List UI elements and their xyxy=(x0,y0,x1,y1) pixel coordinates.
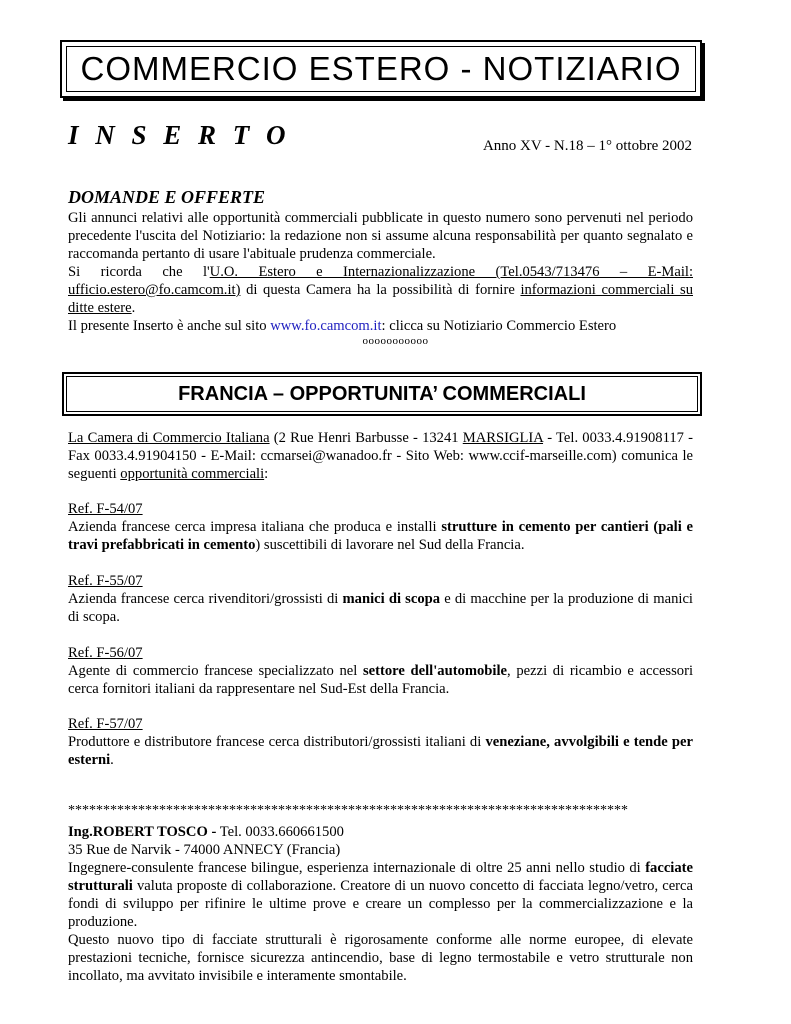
ref-item xyxy=(68,500,693,554)
ref-text-b: . xyxy=(110,752,114,768)
ref-text-a: Produttore e distributore francese cerca distributori/grossisti italiani di xyxy=(68,734,486,750)
tosco-text-b: valuta proposte di collaborazione. Creatore di un nuovo concetto di facciata legno/vetro, cerca fondi di sviluppo per rifinire le ultime prove e creare un complesso per la commercializzazione e la produzione. xyxy=(68,878,693,930)
ref-text-bold: manici di scopa xyxy=(342,591,441,607)
separator-stars: ******************************************************************************** xyxy=(68,803,628,818)
ref-text-b: ) suscettibili di lavorare nel Sud della Francia. xyxy=(255,537,525,553)
ref-description xyxy=(68,662,693,698)
separator-dots: ooooooooooo xyxy=(362,335,429,347)
intro-block xyxy=(68,209,693,335)
page-title: COMMERCIO ESTERO - NOTIZIARIO xyxy=(80,50,682,87)
ref-code: Ref. F-54/07 xyxy=(68,501,143,517)
title-box xyxy=(60,40,702,98)
contact-text-c: . xyxy=(131,300,136,316)
france-heading-box xyxy=(62,372,702,416)
chamber-intro-c: : xyxy=(264,466,269,482)
issue-info: Anno XV - N.18 – 1° ottobre 2002 xyxy=(482,138,692,154)
ref-code: Ref. F-57/07 xyxy=(68,716,143,732)
ref-text-b: , pezzi di ricambio e accessori cerca fornitori italiani da rappresentare nel Sud-Est della Francia. xyxy=(68,663,693,697)
ref-item xyxy=(68,715,693,769)
title-box-inner xyxy=(66,46,696,92)
ref-code: Ref. F-55/07 xyxy=(68,573,143,589)
website-link[interactable]: www.fo.camcom.it xyxy=(270,318,382,334)
ref-text-b: e di macchine per la produzione di manici di scopa. xyxy=(68,591,693,625)
ref-text-a: Azienda francese cerca impresa italiana che produca e installi xyxy=(68,519,442,535)
tosco-paragraph-1 xyxy=(68,859,693,931)
uo-estero-link[interactable]: U.O. Estero e Internazionalizzazione (Tel.0543/713476 – E-Mail: ufficio.estero@fo.camcom.it) xyxy=(68,264,693,298)
tosco-paragraph-2: Questo nuovo tipo di facciate strutturali è rigorosamente conforme alle norme europee, di elevate prestazioni tecniche, fornisce sicurezza antincendio, base di legno termostabile e vetro strutturale non incollato, ma avvitato invisibile e interamente smontabile. xyxy=(68,932,693,984)
contact-text-a: Si ricorda che l' xyxy=(68,264,210,280)
ref-description xyxy=(68,518,693,554)
chamber-city: MARSIGLIA xyxy=(462,430,544,446)
contact-paragraph xyxy=(68,263,693,317)
website-text-a: Il presente Inserto è anche sul sito xyxy=(68,318,271,334)
france-heading: FRANCIA – OPPORTUNITA’ COMMERCIALI xyxy=(178,383,586,405)
opportunities-label: opportunità commerciali xyxy=(120,466,265,482)
tosco-block xyxy=(68,823,693,985)
insert-label: I N S E R T O xyxy=(68,120,291,150)
ref-description xyxy=(68,590,693,626)
website-text-b: : clicca su Notiziario Commercio Estero xyxy=(381,318,617,334)
tosco-address: 35 Rue de Narvik - 74000 ANNECY (Francia) xyxy=(68,842,341,858)
ref-item xyxy=(68,572,693,626)
tosco-contact xyxy=(68,823,693,841)
chamber-name: La Camera di Commercio Italiana xyxy=(68,430,270,446)
tosco-text-a: Ingegnere-consulente francese bilingue, esperienza internazionale di oltre 25 anni nello studio di xyxy=(68,860,646,876)
tosco-phone: Tel. 0033.660661500 xyxy=(216,824,344,840)
ref-item xyxy=(68,644,693,698)
ref-text-bold: settore dell'automobile xyxy=(362,663,508,679)
ref-text-bold: veneziane, avvolgibili e tende per esterni xyxy=(68,734,693,768)
ref-description xyxy=(68,733,693,769)
ref-text-bold: strutture in cemento per cantieri (pali e travi prefabbricati in cemento xyxy=(68,519,693,553)
france-intro xyxy=(68,429,693,483)
tosco-name: Ing.ROBERT TOSCO - xyxy=(68,824,217,840)
contact-text-b: di questa Camera ha la possibilità di fornire xyxy=(240,282,521,298)
chamber-address-a: (2 Rue Henri Barbusse - 13241 xyxy=(269,430,463,446)
ref-text-a: Agente di commercio francese specializzato nel xyxy=(68,663,363,679)
ref-code: Ref. F-56/07 xyxy=(68,645,143,661)
section-heading-domande: DOMANDE E OFFERTE xyxy=(68,187,266,207)
tosco-text-bold: facciate strutturali xyxy=(68,860,693,894)
france-heading-inner xyxy=(66,376,698,412)
disclaimer-paragraph: Gli annunci relativi alle opportunità commerciali pubblicate in questo numero sono pervenuti nel periodo precedente l'uscita del Notiziario: la redazione non si assume alcuna responsabilità per quanto segnalato e raccomanda pertanto di usare l'abituale prudenza commerciale. xyxy=(68,210,693,262)
chamber-address-b: - Tel. 0033.4.91908117 - Fax 0033.4.91904150 - E-Mail: ccmarsei@wanadoo.fr - Sito Web: www.ccif-marseille.com) comunica le seguenti xyxy=(68,430,693,482)
ref-text-a: Azienda francese cerca rivenditori/grossisti di xyxy=(68,591,343,607)
commercial-info-link[interactable]: informazioni commerciali su ditte estere xyxy=(68,282,693,316)
